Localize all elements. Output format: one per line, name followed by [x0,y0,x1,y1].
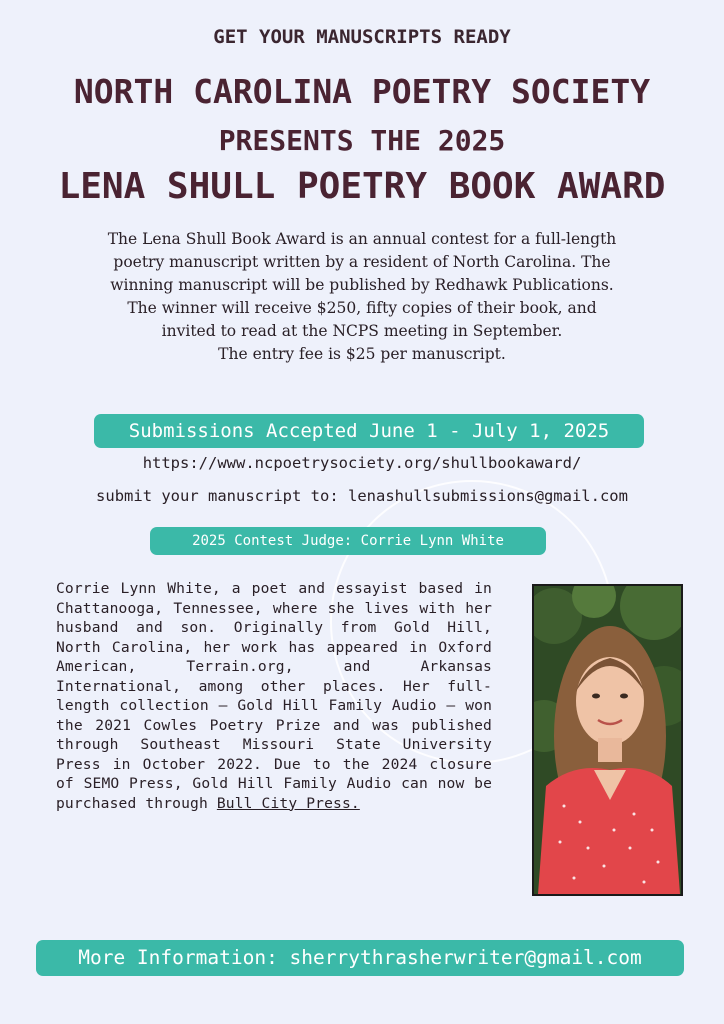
bull-city-press-link[interactable]: Bull City Press. [216,794,360,812]
judge-bio [56,579,492,813]
intro-paragraph [30,228,694,366]
title-society: NORTH CAROLINA POETRY SOCIETY [73,72,651,111]
title-presents: PRESENTS THE 2025 [218,124,506,157]
intro-line: poetry manuscript written by a resident of North Carolina. The [113,253,611,271]
pre-title: GET YOUR MANUSCRIPTS READY [213,26,511,48]
award-url-link[interactable]: https://www.ncpoetrysociety.org/shullbookaward/ [142,454,582,472]
intro-line: The winner will receive $250, fifty copies of their book, and [127,299,597,317]
intro-line: winning manuscript will be published by Redhawk Publications. [110,276,614,294]
more-info-banner[interactable]: More Information: sherrythrasherwriter@gmail.com [36,940,684,976]
submit-email-line[interactable]: submit your manuscript to: lenashullsubmissions@gmail.com [96,487,628,505]
intro-line: The Lena Shull Book Award is an annual contest for a full-length [107,230,617,248]
submissions-banner: Submissions Accepted June 1 - July 1, 2025 [94,414,644,448]
title-award: LENA SHULL POETRY BOOK AWARD [58,166,666,207]
judge-photo [532,584,683,896]
judge-banner: 2025 Contest Judge: Corrie Lynn White [150,527,546,555]
intro-line: invited to read at the NCPS meeting in September. [161,322,563,340]
intro-line: The entry fee is $25 per manuscript. [218,345,506,363]
judge-bio-text: Corrie Lynn White, a poet and essayist based in Chattanooga, Tennessee, where she lives with her husband and son. Originally from Gold Hill, North Carolina, her work has appeared in Oxford American, Terrain.org, and Arkansas International, among other places. Her full-length collection — Gold Hill Family Audio — won the 2021 Cowles Poetry Prize and was published through Southeast Missouri State University Press in October 2022. Due to the 2024 closure of SEMO Press, Gold Hill Family Audio can now be purchased through [56,580,492,812]
